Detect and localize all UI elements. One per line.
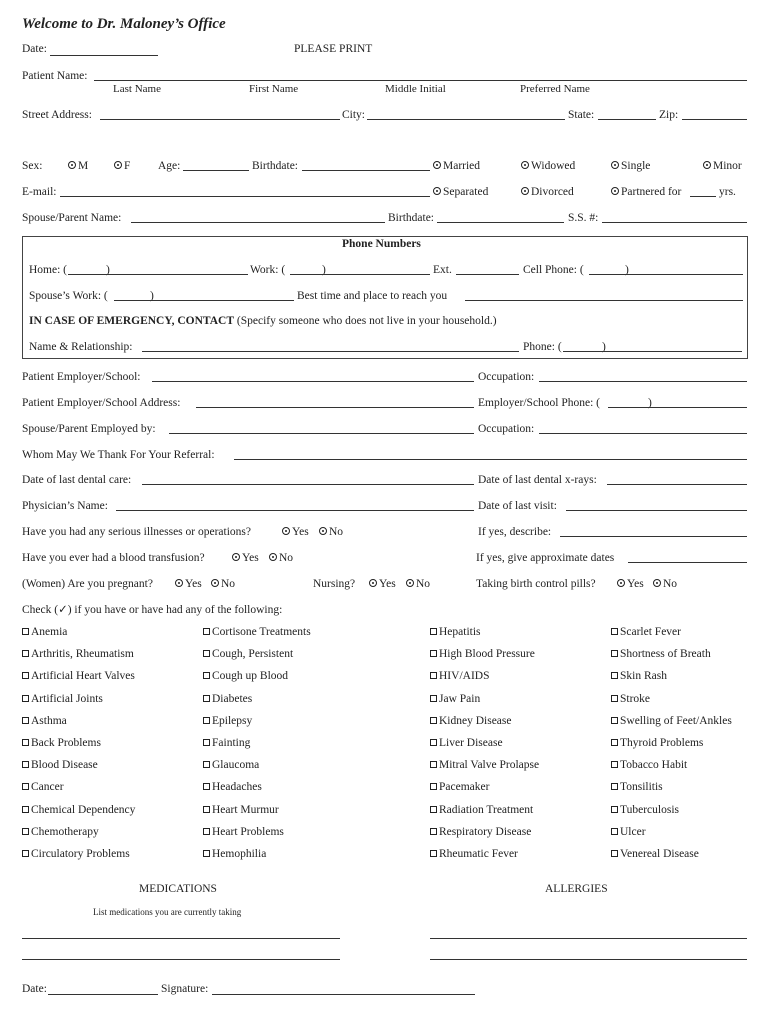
home-phone-label: Home: (: [29, 264, 68, 276]
condition-label: Cough, Persistent: [212, 648, 294, 661]
condition-label: Radiation Treatment: [439, 803, 534, 816]
condition-label: Swelling of Feet/Ankles: [620, 714, 732, 727]
condition-label: Anemia: [31, 626, 68, 638]
checkbox-icon: [611, 806, 618, 813]
checkbox-icon: [22, 850, 29, 857]
birth-control-no-option[interactable]: [653, 579, 677, 591]
referral-field[interactable]: [234, 459, 747, 460]
condition-checkbox[interactable]: [203, 694, 252, 706]
divorced-label: Divorced: [531, 186, 574, 198]
radio-icon: [68, 161, 76, 169]
best-time-label: Best time and place to reach you: [297, 290, 448, 302]
last-xray-field[interactable]: [607, 484, 747, 485]
illness-describe-field[interactable]: [560, 536, 747, 537]
checkbox-icon: [203, 783, 210, 790]
condition-label: Liver Disease: [439, 737, 503, 749]
state-field[interactable]: [598, 119, 656, 120]
condition-checkbox[interactable]: [203, 782, 262, 794]
checkbox-icon: [430, 761, 437, 768]
condition-label: Artificial Joints: [31, 692, 103, 705]
checkbox-icon: [430, 828, 437, 835]
condition-checkbox[interactable]: [430, 849, 518, 861]
home-phone-field[interactable]: [68, 274, 248, 275]
patient-name-label: Patient Name:: [22, 70, 88, 82]
last-visit-label: Date of last visit:: [478, 500, 557, 512]
married-option[interactable]: [433, 161, 480, 173]
condition-checkbox[interactable]: [430, 716, 512, 728]
condition-checkbox[interactable]: [22, 827, 99, 839]
checkbox-icon: [611, 717, 618, 724]
zip-field[interactable]: [682, 119, 747, 120]
condition-checkbox[interactable]: [430, 827, 531, 839]
last-dental-field[interactable]: [142, 484, 474, 485]
street-address-field[interactable]: [100, 119, 340, 120]
condition-checkbox[interactable]: [611, 760, 687, 772]
checkbox-icon: [22, 828, 29, 835]
condition-label: Tuberculosis: [620, 803, 679, 816]
email-field[interactable]: [60, 196, 430, 197]
checkbox-icon: [611, 761, 618, 768]
checkbox-icon: [22, 806, 29, 813]
yes-label: Yes: [185, 578, 202, 590]
checkbox-icon: [611, 672, 618, 679]
yes-label: Yes: [292, 526, 309, 538]
condition-checkbox[interactable]: [611, 782, 663, 794]
sex-label: Sex:: [22, 160, 43, 172]
occupation2-field[interactable]: [539, 433, 747, 434]
employer-address-field[interactable]: [196, 407, 474, 408]
spouse-work-close: ): [150, 290, 154, 302]
radio-icon: [175, 579, 183, 587]
condition-checkbox[interactable]: [611, 849, 699, 861]
if-yes-describe-label: If yes, describe:: [478, 526, 552, 538]
emergency-note: (Specify someone who does not live in your household.): [236, 315, 497, 327]
condition-label: Fainting: [212, 737, 251, 749]
state-label: State:: [568, 109, 595, 121]
condition-checkbox[interactable]: [611, 627, 681, 639]
years-label: yrs.: [719, 186, 736, 198]
partnered-label: Partnered for: [621, 186, 682, 198]
condition-label: Scarlet Fever: [620, 626, 681, 638]
condition-label: Blood Disease: [31, 759, 98, 772]
condition-label: Diabetes: [212, 692, 253, 705]
emergency-bold-text: IN CASE OF EMERGENCY, CONTACT: [29, 315, 235, 327]
employer-phone-label: Employer/School Phone: (: [478, 397, 601, 409]
birth-control-question: Taking birth control pills?: [476, 578, 596, 590]
condition-label: Venereal Disease: [620, 848, 699, 860]
divorced-option[interactable]: [521, 187, 574, 199]
condition-label: Epilepsy: [212, 714, 253, 727]
emergency-phone-field[interactable]: [563, 351, 742, 352]
radio-icon: [269, 553, 277, 561]
checkbox-icon: [203, 806, 210, 813]
pregnant-yes-option[interactable]: [175, 579, 202, 591]
condition-label: Cancer: [31, 781, 64, 794]
checkbox-icon: [430, 783, 437, 790]
radio-icon: [114, 161, 122, 169]
checkbox-icon: [611, 850, 618, 857]
last-name-caption: Last Name: [113, 83, 161, 95]
condition-checkbox[interactable]: [611, 805, 679, 817]
widowed-option[interactable]: [521, 161, 575, 173]
condition-label: Back Problems: [31, 737, 101, 749]
condition-label: Pacemaker: [439, 781, 490, 794]
condition-checkbox[interactable]: [430, 649, 535, 661]
age-label: Age:: [158, 160, 181, 172]
checkbox-icon: [430, 806, 437, 813]
spouse-birthdate-label: Birthdate:: [388, 212, 434, 224]
no-label: No: [329, 526, 344, 538]
employer-phone-close: ): [648, 397, 652, 409]
medications-line-1[interactable]: [22, 938, 340, 939]
allergies-line-2[interactable]: [430, 959, 747, 960]
condition-label: Arthritis, Rheumatism: [31, 648, 134, 661]
birth-control-yes-option[interactable]: [617, 579, 644, 591]
condition-checkbox[interactable]: [611, 827, 646, 839]
date-label: Date:: [22, 43, 47, 55]
condition-checkbox[interactable]: [203, 760, 259, 772]
radio-icon: [611, 161, 619, 169]
condition-label: Hemophilia: [212, 848, 267, 860]
checkbox-icon: [22, 739, 29, 746]
minor-label: Minor: [713, 160, 742, 172]
spouse-employed-label: Spouse/Parent Employed by:: [22, 423, 156, 435]
married-label: Married: [443, 160, 481, 172]
condition-checkbox[interactable]: [430, 760, 539, 772]
condition-label: Circulatory Problems: [31, 848, 130, 860]
condition-checkbox[interactable]: [430, 805, 533, 817]
condition-checkbox[interactable]: [22, 649, 134, 661]
condition-label: Tonsilitis: [620, 781, 663, 794]
condition-checkbox[interactable]: [203, 805, 279, 817]
please-print-note: PLEASE PRINT: [294, 43, 373, 55]
footer-date-field[interactable]: [48, 994, 158, 995]
radio-icon: [521, 161, 529, 169]
ext-label: Ext.: [433, 264, 452, 276]
condition-label: Skin Rash: [620, 670, 667, 683]
illness-yes-option[interactable]: [282, 527, 309, 539]
form-title: Welcome to Dr. Maloney’s Office: [22, 16, 226, 32]
condition-checkbox[interactable]: [22, 782, 64, 794]
cell-phone-close: ): [625, 264, 629, 276]
illness-question: Have you had any serious illnesses or operations?: [22, 526, 251, 538]
employer-field[interactable]: [152, 381, 474, 382]
condition-checkbox[interactable]: [430, 694, 480, 706]
illness-no-option[interactable]: [319, 527, 343, 539]
condition-checkbox[interactable]: [611, 671, 667, 683]
employer-phone-field[interactable]: [608, 407, 747, 408]
condition-checkbox[interactable]: [430, 671, 489, 683]
condition-label: Tobacco Habit: [620, 759, 688, 772]
condition-label: Mitral Valve Prolapse: [439, 759, 540, 772]
condition-label: Chemical Dependency: [31, 803, 136, 816]
condition-label: HIV/AIDS: [439, 670, 490, 683]
condition-label: Kidney Disease: [439, 714, 512, 727]
signature-field[interactable]: [212, 994, 475, 995]
condition-label: Cortisone Treatments: [212, 626, 311, 638]
condition-checkbox[interactable]: [22, 694, 103, 706]
city-label: City:: [342, 109, 366, 121]
sex-f-option[interactable]: [114, 161, 130, 173]
middle-initial-caption: Middle Initial: [385, 83, 446, 95]
checkbox-icon: [203, 761, 210, 768]
condition-label: Rheumatic Fever: [439, 848, 518, 860]
condition-checkbox[interactable]: [22, 738, 101, 750]
sex-m-label: M: [78, 160, 89, 172]
checkbox-icon: [203, 828, 210, 835]
checkbox-icon: [22, 717, 29, 724]
condition-label: Shortness of Breath: [620, 648, 711, 661]
yes-label: Yes: [242, 552, 259, 564]
condition-checkbox[interactable]: [203, 649, 293, 661]
best-time-field[interactable]: [465, 300, 743, 301]
checkbox-icon: [611, 650, 618, 657]
checkbox-icon: [430, 628, 437, 635]
checkbox-icon: [203, 695, 210, 702]
condition-checkbox[interactable]: [611, 649, 711, 661]
spouse-employed-field[interactable]: [169, 433, 474, 434]
emergency-phone-close: ): [602, 341, 606, 353]
cell-phone-label: Cell Phone: (: [523, 264, 584, 276]
no-label: No: [221, 578, 236, 590]
sex-m-option[interactable]: [68, 161, 88, 173]
checkbox-icon: [430, 695, 437, 702]
spouse-work-field[interactable]: [114, 300, 294, 301]
preferred-name-caption: Preferred Name: [520, 83, 590, 95]
transfusion-dates-field[interactable]: [628, 562, 747, 563]
medications-note: List medications you are currently taking: [93, 907, 242, 917]
checkbox-icon: [430, 650, 437, 657]
transfusion-yes-option[interactable]: [232, 553, 259, 565]
radio-icon: [703, 161, 711, 169]
condition-checkbox[interactable]: [203, 738, 250, 750]
condition-checkbox[interactable]: [611, 694, 650, 706]
radio-icon: [617, 579, 625, 587]
partnered-option[interactable]: [611, 187, 681, 199]
checkbox-icon: [203, 850, 210, 857]
radio-icon: [211, 579, 219, 587]
birthdate-field[interactable]: [302, 170, 430, 171]
condition-checkbox[interactable]: [203, 827, 284, 839]
radio-icon: [232, 553, 240, 561]
radio-icon: [521, 187, 529, 195]
cell-phone-field[interactable]: [589, 274, 743, 275]
physician-label: Physician’s Name:: [22, 500, 108, 512]
yes-label: Yes: [379, 578, 396, 590]
work-phone-field[interactable]: [290, 274, 430, 275]
radio-icon: [282, 527, 290, 535]
work-phone-label: Work: (: [250, 264, 286, 276]
radio-icon: [369, 579, 377, 587]
checkbox-icon: [611, 628, 618, 635]
condition-checkbox[interactable]: [22, 716, 67, 728]
email-label: E-mail:: [22, 186, 57, 198]
patient-name-field[interactable]: [94, 80, 747, 81]
condition-checkbox[interactable]: [22, 760, 98, 772]
pregnant-question: (Women) Are you pregnant?: [22, 578, 153, 590]
radio-icon: [433, 161, 441, 169]
checkbox-icon: [22, 672, 29, 679]
checkbox-icon: [611, 783, 618, 790]
no-label: No: [663, 578, 678, 590]
single-option[interactable]: [611, 161, 650, 173]
condition-label: Artificial Heart Valves: [31, 670, 135, 683]
condition-label: Respiratory Disease: [439, 825, 532, 838]
home-phone-close: ): [106, 264, 110, 276]
no-label: No: [416, 578, 431, 590]
condition-checkbox[interactable]: [203, 671, 288, 683]
checkbox-icon: [430, 717, 437, 724]
partnered-years-field[interactable]: [690, 196, 716, 197]
checkbox-icon: [430, 672, 437, 679]
condition-label: Headaches: [212, 781, 262, 794]
last-visit-field[interactable]: [566, 510, 747, 511]
checkbox-icon: [22, 761, 29, 768]
condition-checkbox[interactable]: [22, 671, 135, 683]
checkbox-icon: [22, 695, 29, 702]
no-label: No: [279, 552, 294, 564]
street-address-label: Street Address:: [22, 109, 92, 121]
age-field[interactable]: [183, 170, 249, 171]
checkbox-icon: [22, 650, 29, 657]
condition-checkbox[interactable]: [22, 627, 67, 639]
radio-icon: [653, 579, 661, 587]
checkbox-icon: [22, 628, 29, 635]
first-name-caption: First Name: [249, 83, 299, 95]
occupation2-label: Occupation:: [478, 423, 535, 435]
condition-checkbox[interactable]: [203, 849, 266, 861]
medications-line-2[interactable]: [22, 959, 340, 960]
birthdate-label: Birthdate:: [252, 160, 298, 172]
name-relationship-field[interactable]: [142, 351, 519, 352]
radio-icon: [319, 527, 327, 535]
last-dental-label: Date of last dental care:: [22, 474, 132, 486]
transfusion-no-option[interactable]: [269, 553, 293, 565]
pregnant-no-option[interactable]: [211, 579, 235, 591]
nursing-yes-option[interactable]: [369, 579, 396, 591]
city-field[interactable]: [367, 119, 565, 120]
separated-option[interactable]: [433, 187, 488, 199]
date-field[interactable]: [50, 55, 158, 56]
yes-label: Yes: [627, 578, 644, 590]
radio-icon: [611, 187, 619, 195]
nursing-no-option[interactable]: [406, 579, 430, 591]
employer-label: Patient Employer/School:: [22, 371, 141, 383]
radio-icon: [406, 579, 414, 587]
ext-field[interactable]: [456, 274, 519, 275]
checkbox-icon: [611, 739, 618, 746]
ss-field[interactable]: [602, 222, 747, 223]
emergency-heading: [29, 316, 497, 328]
employer-address-label: Patient Employer/School Address:: [22, 397, 181, 409]
condition-label: Glaucoma: [212, 759, 260, 772]
condition-label: Jaw Pain: [439, 692, 481, 705]
name-relationship-label: Name & Relationship:: [29, 341, 133, 353]
occupation-label: Occupation:: [478, 371, 535, 383]
condition-label: Thyroid Problems: [620, 737, 704, 749]
checkbox-icon: [430, 739, 437, 746]
condition-label: Stroke: [620, 692, 651, 705]
condition-label: Ulcer: [620, 825, 646, 838]
radio-icon: [433, 187, 441, 195]
condition-label: Heart Murmur: [212, 803, 279, 816]
condition-checkbox[interactable]: [430, 627, 481, 639]
zip-label: Zip:: [659, 109, 679, 121]
condition-checkbox[interactable]: [430, 782, 489, 794]
checkbox-icon: [203, 628, 210, 635]
checkbox-icon: [611, 828, 618, 835]
allergies-line-1[interactable]: [430, 938, 747, 939]
phone-numbers-title: Phone Numbers: [342, 238, 421, 250]
check-intro: Check (✓) if you have or have had any of the following:: [22, 604, 283, 616]
signature-label: Signature:: [161, 983, 209, 995]
checkbox-icon: [430, 850, 437, 857]
condition-label: Heart Problems: [212, 825, 284, 838]
footer-date-label: Date:: [22, 983, 47, 995]
spouse-name-label: Spouse/Parent Name:: [22, 212, 122, 224]
transfusion-question: Have you ever had a blood transfusion?: [22, 552, 205, 564]
occupation-field[interactable]: [539, 381, 747, 382]
condition-label: Hepatitis: [439, 626, 481, 638]
last-xray-label: Date of last dental x-rays:: [478, 474, 597, 486]
condition-checkbox[interactable]: [203, 716, 252, 728]
ss-label: S.S. #:: [568, 212, 599, 224]
condition-checkbox[interactable]: [430, 738, 503, 750]
spouse-name-field[interactable]: [131, 222, 385, 223]
checkbox-icon: [611, 695, 618, 702]
checkbox-icon: [22, 783, 29, 790]
allergies-heading: ALLERGIES: [545, 883, 608, 895]
single-label: Single: [621, 160, 651, 172]
medications-heading: MEDICATIONS: [139, 883, 217, 895]
work-phone-close: ): [322, 264, 326, 276]
condition-checkbox[interactable]: [611, 738, 703, 750]
condition-checkbox[interactable]: [22, 849, 130, 861]
checkbox-icon: [203, 672, 210, 679]
condition-checkbox[interactable]: [22, 805, 135, 817]
widowed-label: Widowed: [531, 160, 576, 172]
checkbox-icon: [203, 650, 210, 657]
physician-field[interactable]: [116, 510, 474, 511]
condition-label: Chemotherapy: [31, 825, 99, 838]
nursing-question: Nursing?: [313, 578, 356, 590]
condition-label: Asthma: [31, 714, 67, 727]
minor-option[interactable]: [703, 161, 742, 173]
condition-label: Cough up Blood: [212, 670, 289, 683]
if-yes-dates-label: If yes, give approximate dates: [476, 552, 615, 564]
condition-checkbox[interactable]: [611, 716, 732, 728]
emergency-phone-label: Phone: (: [523, 341, 562, 353]
condition-label: High Blood Pressure: [439, 648, 535, 661]
spouse-birthdate-field[interactable]: [437, 222, 564, 223]
condition-checkbox[interactable]: [203, 627, 311, 639]
sex-f-label: F: [124, 160, 131, 172]
checkbox-icon: [203, 739, 210, 746]
spouse-work-label: Spouse’s Work: (: [29, 290, 108, 302]
referral-label: Whom May We Thank For Your Referral:: [22, 449, 215, 461]
separated-label: Separated: [443, 186, 489, 198]
checkbox-icon: [203, 717, 210, 724]
